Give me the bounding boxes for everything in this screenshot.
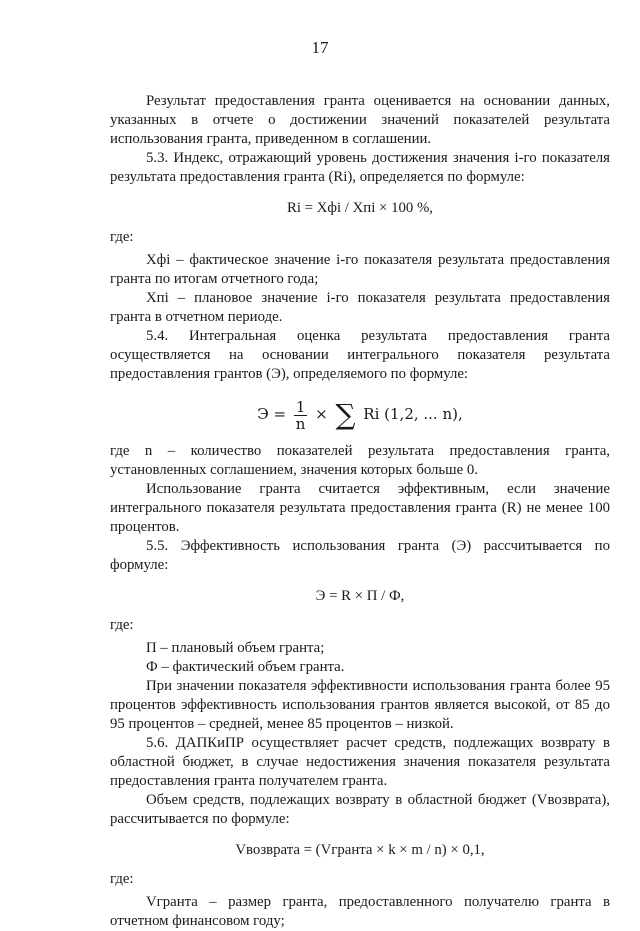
where-label: где: <box>110 229 134 245</box>
formula-lhs: Э = <box>257 405 287 423</box>
paragraph-refund-volume: Объем средств, подлежащих возврату в областной бюджет (Vвозврата), рассчитывается по формуле: <box>110 792 610 827</box>
paragraph-result-assessment: Результат предоставления гранта оценивается на основании данных, указанных в отчете о достижении значений показателей результата использования гранта, приведенном в соглашении. <box>110 93 610 147</box>
paragraph-5-3: 5.3. Индекс, отражающий уровень достижения значения i-го показателя результата предоставления гранта (Ri), определяется по формуле: <box>110 150 610 185</box>
times-sign: × <box>315 405 328 423</box>
formula-ri: Ri = Xфi / Xпi × 100 %, <box>287 200 433 216</box>
paragraph-5-4: 5.4. Интегральная оценка результата предоставления гранта осуществляется на основании интегрального показателя результата предоставления грантов (Э), определяемого по формуле: <box>110 328 610 382</box>
paragraph-effective-use: Использование гранта считается эффективным, если значение интегрального показателя результата предоставления гранта (R) не менее 100 процентов. <box>110 481 610 535</box>
paragraph-5-6: 5.6. ДАПКиПР осуществляет расчет средств, подлежащих возврату в областной бюджет, в случае недостижения значения показателя результата предоставления гранта получателем гранта. <box>110 735 610 789</box>
definition-xpi: Xпi – плановое значение i-го показателя результата предоставления гранта в отчетном периоде. <box>110 290 610 325</box>
paragraph-efficiency-levels: При значении показателя эффективности использования гранта более 95 процентов эффективность использования грантов является высокой, от 85 до 95 процентов – средней, менее 85 процентов – низкой. <box>110 678 610 732</box>
definition-p: П – плановый объем гранта; <box>146 640 325 656</box>
where-label: где: <box>110 617 134 633</box>
document-body <box>110 92 610 931</box>
formula-integral-index <box>110 392 610 436</box>
definition-v-granta: Vгранта – размер гранта, предоставленного получателю гранта в отчетном финансовом году; <box>110 894 610 929</box>
fraction-denominator: n <box>295 414 306 433</box>
formula-rhs: Ri (1,2, ... n), <box>363 405 463 423</box>
definition-n: где n – количество показателей результата предоставления гранта, установленных соглашением, значения которых больше 0. <box>110 443 610 478</box>
paragraph-5-5: 5.5. Эффективность использования гранта (Э) рассчитывается по формуле: <box>110 538 610 573</box>
formula-refund: Vвозврата = (Vгранта × k × m / n) × 0,1, <box>235 842 485 858</box>
fraction-numerator: 1 <box>295 397 306 416</box>
fraction <box>294 399 308 432</box>
where-label: где: <box>110 871 134 887</box>
definition-f: Ф – фактический объем гранта. <box>146 659 345 675</box>
sum-symbol: ∑ <box>335 398 356 431</box>
page-number: 17 <box>311 38 329 57</box>
formula-efficiency: Э = R × П / Ф, <box>315 588 405 604</box>
definition-xfi: Xфi – фактическое значение i-го показателя результата предоставления гранта по итогам отчетного года; <box>110 252 610 287</box>
